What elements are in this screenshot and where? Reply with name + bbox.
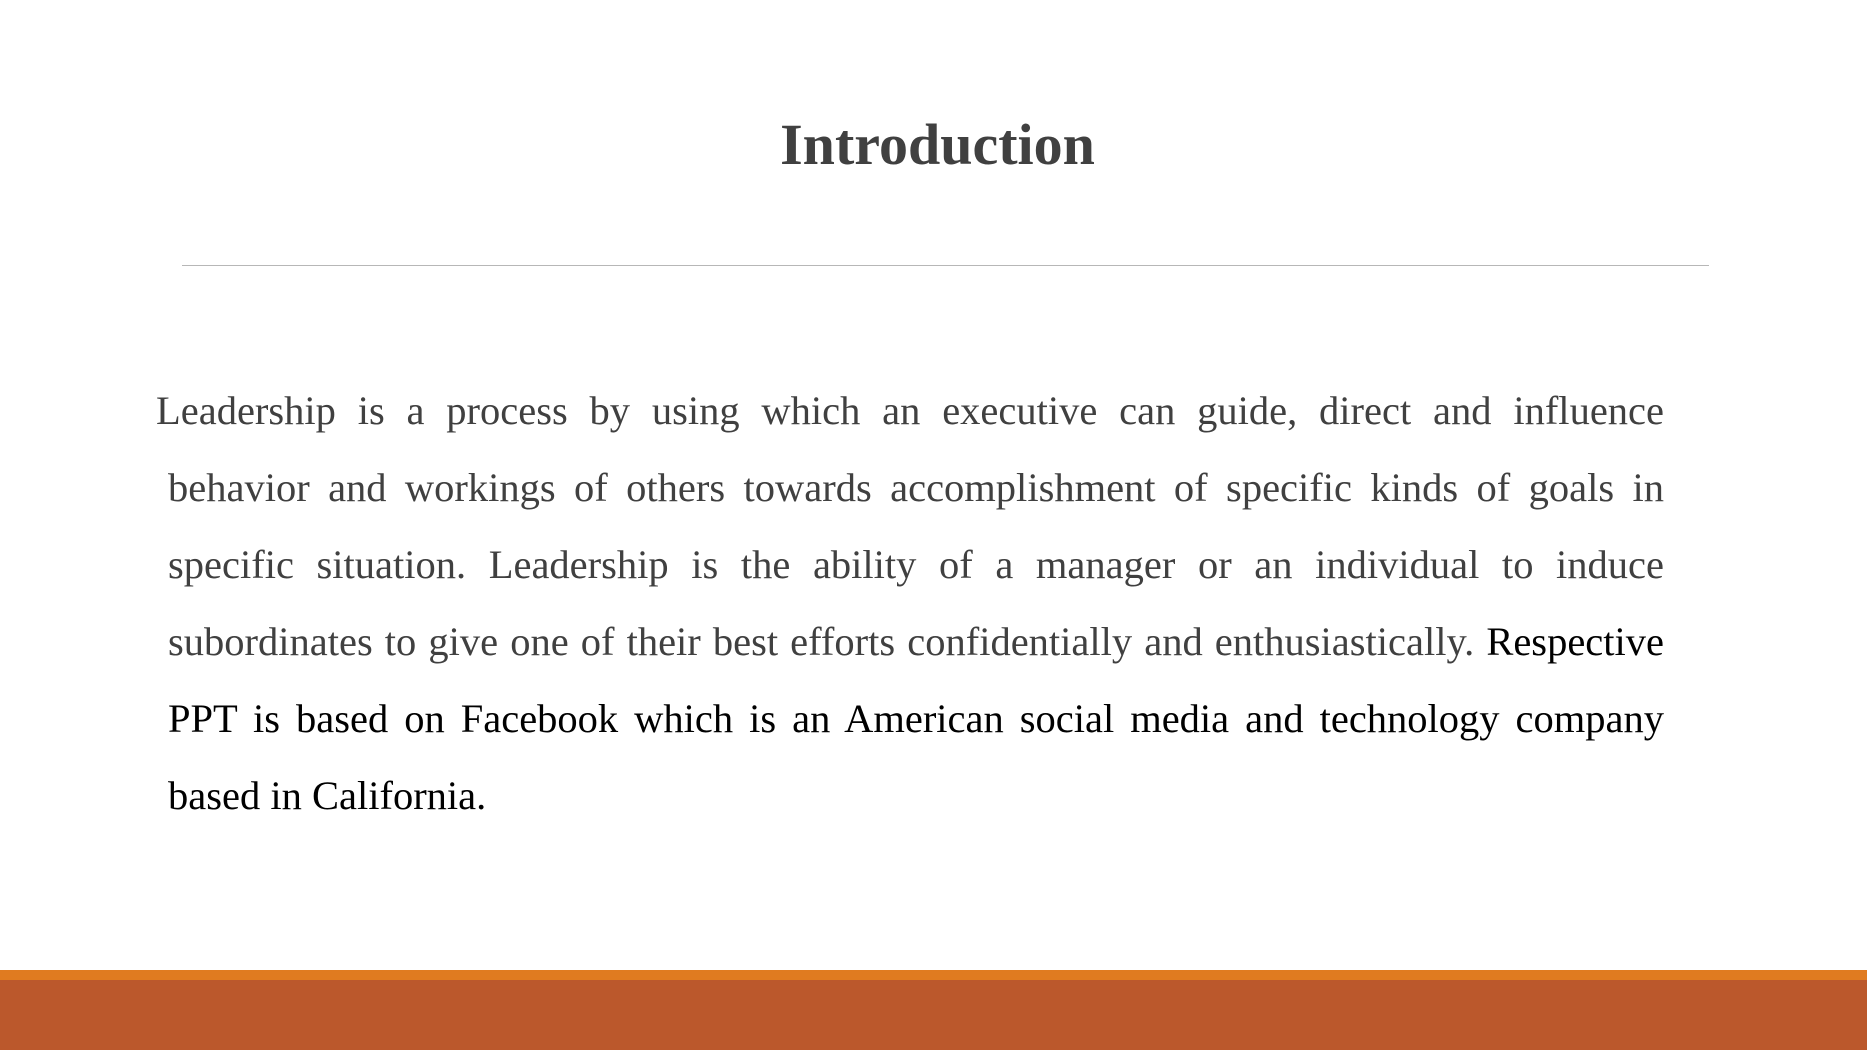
body-text-leadership: Leadership is a process by using which an executive can guide, direct and influence behavior and workings of others towards accomplishment of specific kinds of goals in specific situation. Leadership is the ability of a manager or an individual to induce subordinates to give one of their best efforts confidentially and enthusiastically. bbox=[156, 388, 1664, 664]
footer-accent-stripe bbox=[0, 970, 1867, 980]
footer-bar bbox=[0, 980, 1867, 1050]
slide-title: Introduction bbox=[780, 112, 1095, 177]
title-divider bbox=[182, 265, 1709, 266]
body-text-facebook: Respective PPT is based on Facebook which is an American social media and technology company based in California. bbox=[168, 619, 1664, 818]
slide-body bbox=[156, 372, 1664, 834]
